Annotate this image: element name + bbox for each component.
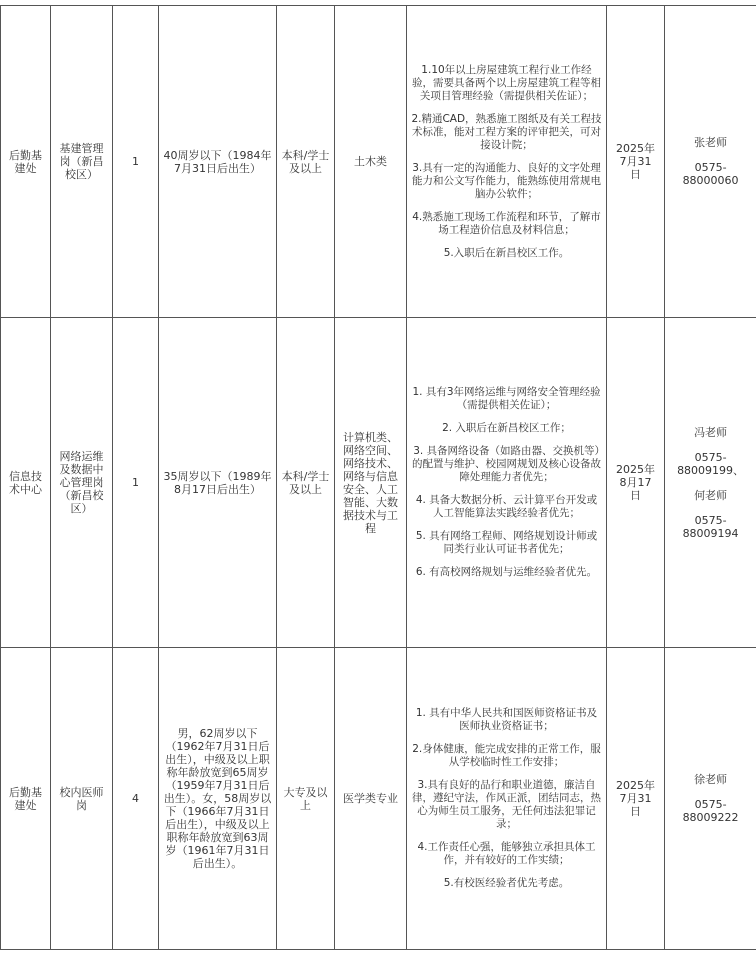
major-cell: 土木类 — [335, 6, 407, 318]
table-row — [1, 6, 756, 318]
major-cell: 计算机类、网络空间、网络技术、网络与信息安全、人工智能、大数据技术与工程 — [335, 318, 407, 648]
education-cell: 大专及以上 — [277, 648, 335, 950]
major-cell: 医学类专业 — [335, 648, 407, 950]
requirement-item: 5. 具有网络工程师、网络规划设计师或同类行业认可证书者优先； — [415, 530, 598, 555]
requirement-item: 6. 有高校网络规划与运维经验者优先。 — [415, 566, 598, 578]
contact-cell: 张老师 0575- 88000060 — [665, 6, 756, 318]
position-cell: 基建管理岗（新昌校区） — [51, 6, 113, 318]
education-cell: 本科/学士及以上 — [277, 318, 335, 648]
requirements-cell — [407, 6, 607, 318]
contact-cell: 冯老师 0575- 88009199、 何老师 0575- 88009194 — [665, 318, 756, 648]
headcount-cell: 4 — [113, 648, 159, 950]
headcount-cell: 1 — [113, 6, 159, 318]
requirement-item: 5.有校医经验者优先考虑。 — [443, 877, 570, 889]
age-cell: 40周岁以下（1984年7月31日后出生） — [159, 6, 277, 318]
position-cell: 网络运维及数据中心管理岗（新昌校区） — [51, 318, 113, 648]
requirement-item: 1. 具有中华人民共和国医师资格证书及医师执业资格证书； — [415, 707, 598, 732]
requirement-item: 1. 具有3年网络运维与网络安全管理经验（需提供相关佐证）； — [412, 386, 601, 411]
contact-cell: 徐老师 0575- 88009222 — [665, 648, 756, 950]
position-cell: 校内医师岗 — [51, 648, 113, 950]
requirement-item: 4.工作责任心强，能够独立承担具体工作，并有较好的工作实绩； — [417, 841, 596, 866]
education-cell: 本科/学士及以上 — [277, 6, 335, 318]
requirement-item: 2. 入职后在新昌校区工作； — [442, 422, 571, 434]
requirement-item: 4. 具备大数据分析、云计算平台开发或人工智能算法实践经验者优先； — [415, 494, 598, 519]
requirement-item: 2.精通CAD，熟悉施工图纸及有关工程技术标准，能对工程方案的评审把关，可对接设计院； — [411, 112, 602, 151]
requirements-cell — [407, 318, 607, 648]
age-cell: 35周岁以下（1989年8月17日后出生） — [159, 318, 277, 648]
department-cell: 后勤基建处 — [1, 648, 51, 950]
department-cell: 后勤基建处 — [1, 6, 51, 318]
requirement-item: 1.10年以上房屋建筑工程行业工作经验，需要具备两个以上房屋建筑工程等相关项目管理经验（需提供相关佐证）； — [412, 63, 601, 102]
table-row — [1, 318, 756, 648]
deadline-cell: 2025年 8月17 日 — [607, 318, 665, 648]
requirement-item: 2.身体健康，能完成安排的正常工作，服从学校临时性工作安排； — [412, 743, 601, 768]
department-cell: 信息技术中心 — [1, 318, 51, 648]
table-row — [1, 648, 756, 950]
deadline-cell: 2025年 7月31 日 — [607, 6, 665, 318]
requirement-item: 4.熟悉施工现场工作流程和环节，了解市场工程造价信息及材料信息； — [412, 210, 601, 236]
headcount-cell: 1 — [113, 318, 159, 648]
requirement-item: 3.具有一定的沟通能力、良好的文字处理能力和公文写作能力，能熟练使用常规电脑办公软件； — [412, 161, 601, 200]
requirement-item: 3.具有良好的品行和职业道德，廉洁自律，遵纪守法，作风正派，团结同志，热心为师生员工服务，无任何违法犯罪记录； — [412, 779, 601, 830]
requirements-cell — [407, 648, 607, 950]
deadline-cell: 2025年 7月31 日 — [607, 648, 665, 950]
requirement-item: 3. 具备网络设备（如路由器、交换机等）的配置与维护、校园网规划及核心设备故障处理能力者优先； — [412, 445, 601, 483]
age-cell: 男，62周岁以下（1962年7月31日后出生），中级及以上职称年龄放宽到65周岁（1959年7月31日后出生）。女，58周岁以下（1966年7月31日后出生），中级及以上职称年龄放宽到63周岁（1961年7月31日后出生）。 — [159, 648, 277, 950]
requirement-item: 5.入职后在新昌校区工作。 — [443, 246, 570, 259]
